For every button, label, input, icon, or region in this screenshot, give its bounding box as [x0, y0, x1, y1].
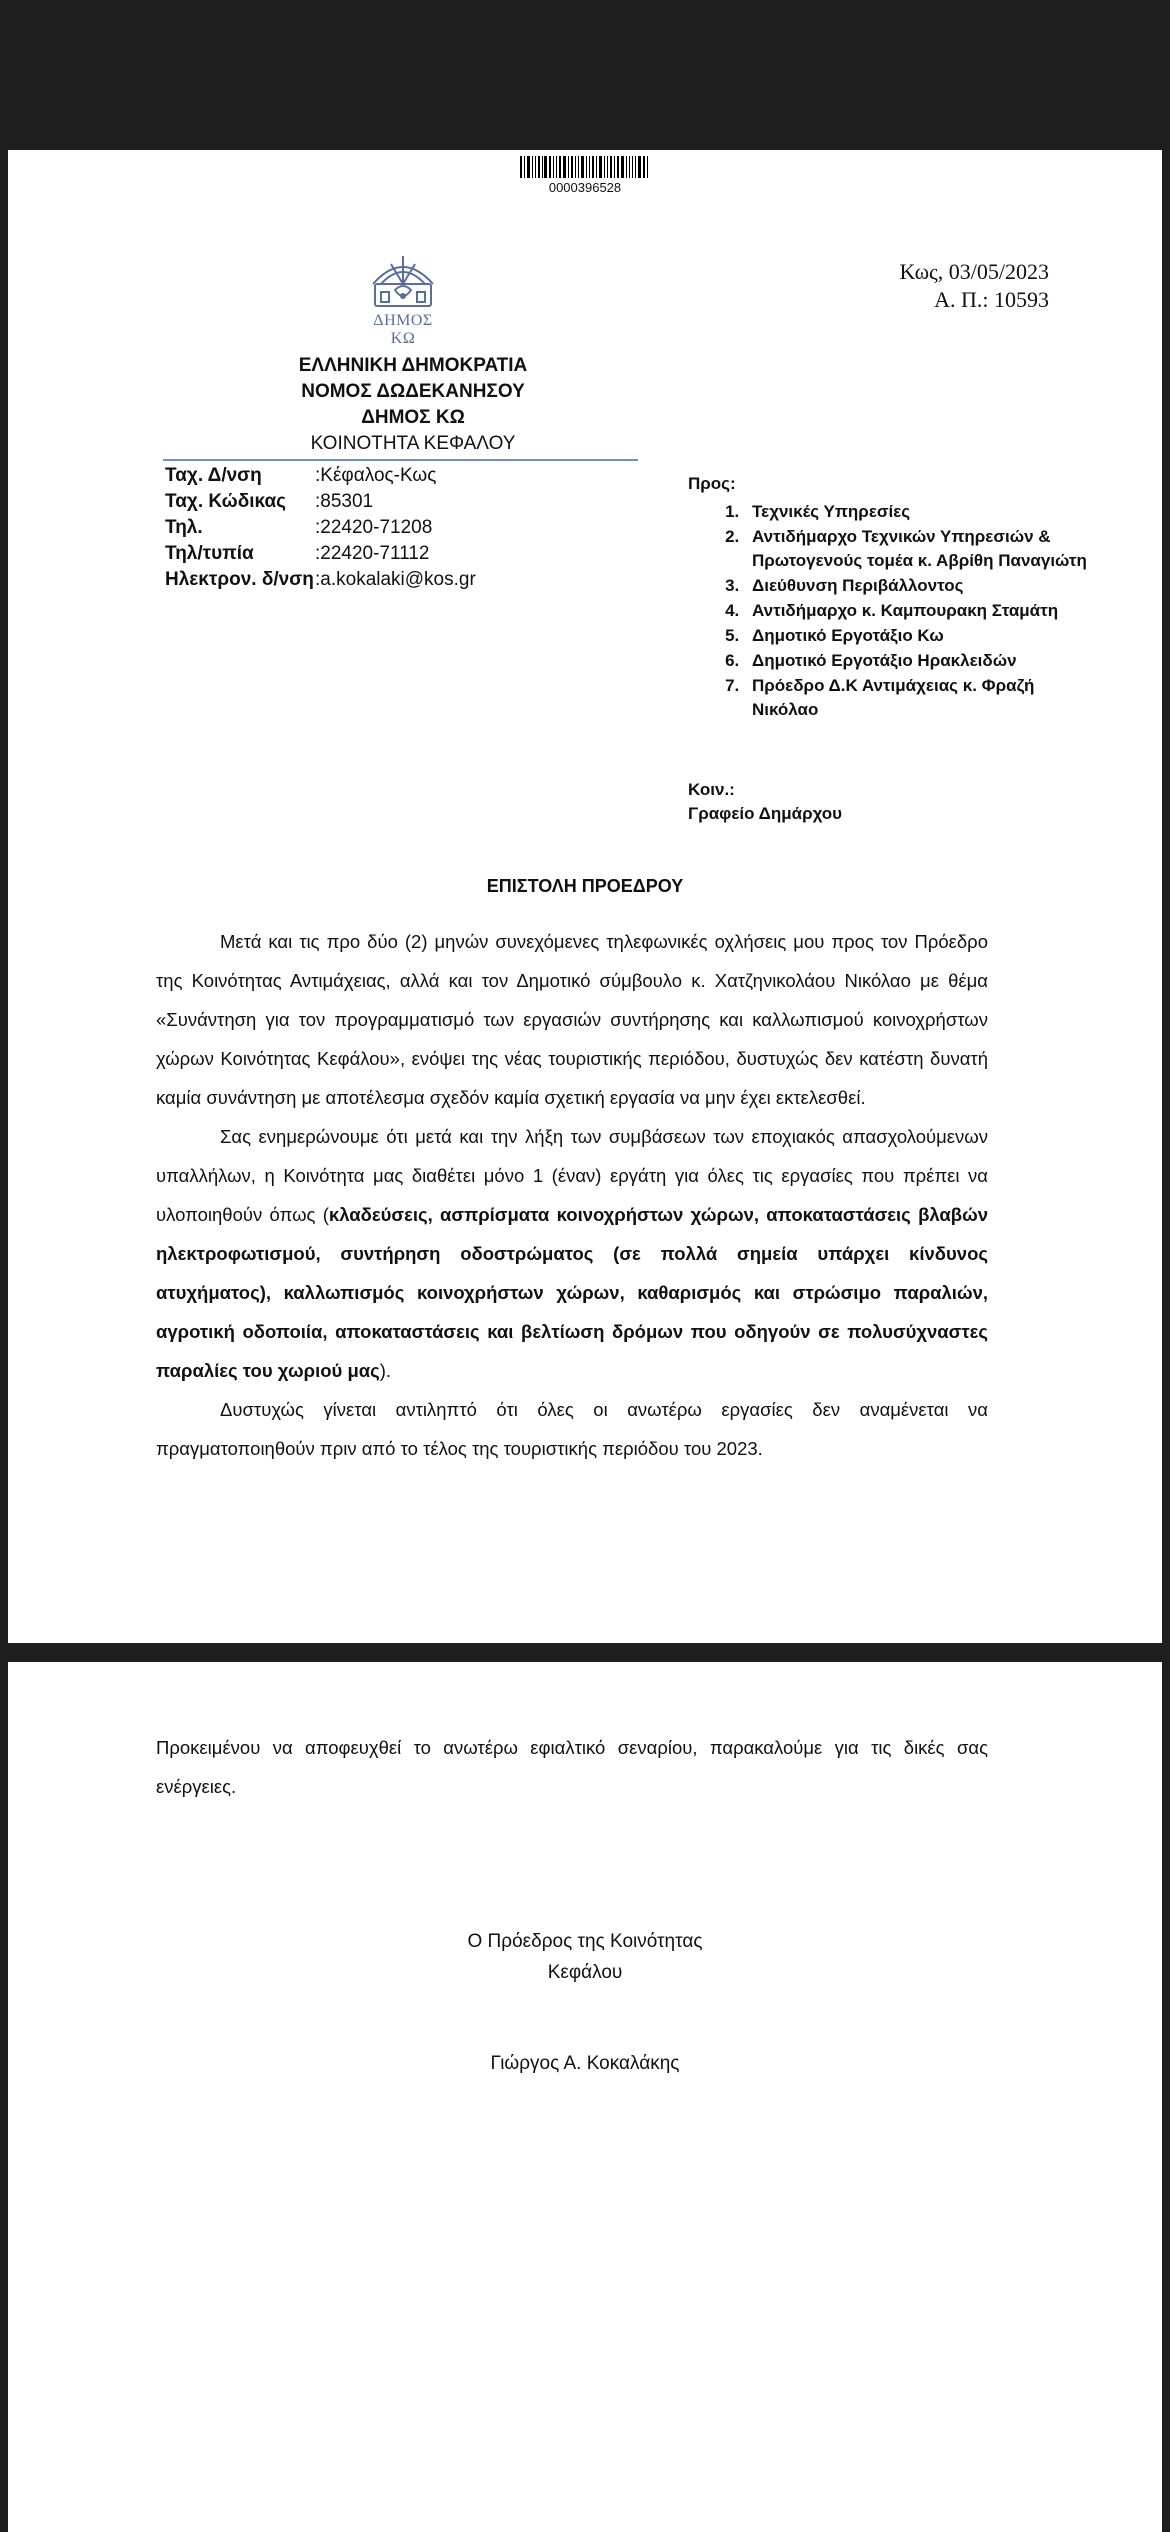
contact-row: [165, 515, 476, 541]
body-paragraph: [156, 1117, 988, 1390]
recipient-item: 5. Δημοτικό Εργοτάξιο Κω: [744, 624, 1088, 648]
barcode: [520, 156, 650, 178]
signature-line: Ο Πρόεδρος της Κοινότητας: [467, 1931, 703, 1952]
header-divider: [163, 459, 638, 461]
recipient-item: 1. Τεχνικές Υπηρεσίες: [744, 500, 1088, 524]
cc-value: Γραφείο Δημάρχου: [688, 804, 843, 823]
signature-line: Κεφάλου: [547, 1962, 623, 1983]
signature-title: [8, 1926, 1162, 1988]
contact-label: Ταχ. Δ/νση: [165, 465, 262, 486]
recipients-block: [688, 472, 1088, 723]
org-line-republic: ΕΛΛΗΝΙΚΗ ΔΗΜΟΚΡΑΤΙΑ: [298, 355, 528, 376]
recipients-title: Προς:: [688, 474, 736, 493]
closing-paragraph: Προκειμένου να αποφευχθεί το ανωτέρω εφιαλτικό σεναρίου, παρακαλούμε για τις δικές σας ενέργειες.: [156, 1737, 988, 1797]
recipient-item: 2. Αντιδήμαρχο Τεχνικών Υπηρεσιών & Πρωτογενούς τομέα κ. Αβρίθη Παναγιώτη: [744, 525, 1088, 573]
contact-details: [165, 463, 476, 593]
letter-title: ΕΠΙΣΤΟΛΗ ΠΡΟΕΔΡΟΥ: [486, 876, 684, 896]
recipient-item: 4. Αντιδήμαρχο κ. Καμπουρακη Σταμάτη: [744, 599, 1088, 623]
contact-label: Ηλεκτρον. δ/νση: [165, 569, 314, 590]
contact-value: :Κέφαλος-Κως: [315, 465, 437, 486]
cc-block: [688, 778, 842, 826]
org-line-municipality: ΔΗΜΟΣ ΚΩ: [361, 407, 465, 428]
protocol-number: Α. Π.: 10593: [934, 287, 1049, 312]
recipient-item: 3. Διεύθυνση Περιβάλλοντος: [744, 574, 1088, 598]
barcode-number: 0000396528: [548, 180, 622, 195]
signer-name: Γιώργος Α. Κοκαλάκης: [490, 2053, 680, 2074]
logo-text: ΔΗΜΟΣ ΚΩ: [373, 312, 433, 347]
contact-label: Τηλ/τυπία: [165, 543, 254, 564]
organization-header: [228, 353, 598, 457]
contact-row: [165, 489, 476, 515]
recipients-list: [688, 500, 1088, 722]
contact-email: :a.kokalaki@kos.gr: [315, 569, 476, 590]
document-page-1: [8, 150, 1162, 1643]
contact-label: Ταχ. Κώδικας: [165, 491, 287, 512]
body-paragraph: Μετά και τις προ δύο (2) μηνών συνεχόμενες τηλεφωνικές οχλήσεις μου προς τον Πρόεδρο της Κοινότητας Αντιμάχειας, αλλά και τον Δημοτικό σύμβουλο κ. Χατζηνικολάου Νικόλαο με θέμα «Συνάντηση για τον προγραμματισμό των εργασιών συντήρησης και καλλωπισμού κοινοχρήστων χώρων Κοινότητας Κεφάλου», ενόψει της νέας τουριστικής περιόδου, δυστυχώς δεν κατέστη δυνατή καμία συνάντηση με αποτέλεσμα σχεδόν καμία σχετική εργασία να μην έχει εκτελεσθεί.: [156, 931, 988, 1108]
municipality-logo: [360, 254, 446, 348]
document-page-2: [8, 1662, 1162, 2532]
contact-row: [165, 541, 476, 567]
contact-value: :22420-71208: [315, 517, 433, 538]
recipient-item: 6. Δημοτικό Εργοτάξιο Ηρακλειδών: [744, 649, 1088, 673]
contact-label: Τηλ.: [165, 517, 203, 538]
paragraph-text: ).: [379, 1360, 392, 1381]
paragraph-text: Σας ενημερώνουμε ότι μετά και την λήξη των συμβάσεων των εποχιακός απασχολούμενων υπαλλήλων, η Κοινότητα μας διαθέτει μόνο 1 (έναν) εργάτη για όλες τις εργασίες που πρέπει να υλοποιηθούν όπως (: [156, 1126, 988, 1225]
recipient-item: 7. Πρόεδρο Δ.Κ Αντιμάχειας κ. Φραζή Νικόλαο: [744, 674, 1088, 722]
municipality-emblem-icon: [369, 254, 437, 310]
contact-row: [165, 463, 476, 489]
org-line-community: ΚΟΙΝΟΤΗΤΑ ΚΕΦΑΛΟΥ: [310, 433, 516, 454]
document-date: Κως, 03/05/2023: [899, 259, 1049, 284]
contact-value: :85301: [315, 491, 374, 512]
letter-body: [156, 922, 988, 1468]
org-line-prefecture: ΝΟΜΟΣ ΔΩΔΕΚΑΝΗΣΟΥ: [301, 381, 525, 402]
contact-value: :22420-71112: [315, 543, 430, 564]
date-block: [900, 258, 1050, 314]
body-paragraph: Δυστυχώς γίνεται αντιληπτό ότι όλες οι ανωτέρω εργασίες δεν αναμένεται να πραγματοποιηθούν πριν από το τέλος της τουριστικής περιόδου του 2023.: [156, 1399, 988, 1459]
paragraph-bold-text: κλαδεύσεις, ασπρίσματα κοινοχρήστων χώρων, αποκαταστάσεις βλαβών ηλεκτροφωτισμού, συντήρηση οδοστρώματος (σε πολλά σημεία υπάρχει κίνδυνος ατυχήματος), καλλωπισμός κοινοχρήστων χώρων, καθαρισμός και στρώσιμο παραλιών, αγροτική οδοποιία, αποκαταστάσεις και βελτίωση δρόμων που οδηγούν σε πολυσύχναστες παραλίες του χωριού μας: [156, 1204, 989, 1381]
cc-title: Κοιν.:: [688, 780, 735, 799]
contact-row: [165, 567, 476, 593]
